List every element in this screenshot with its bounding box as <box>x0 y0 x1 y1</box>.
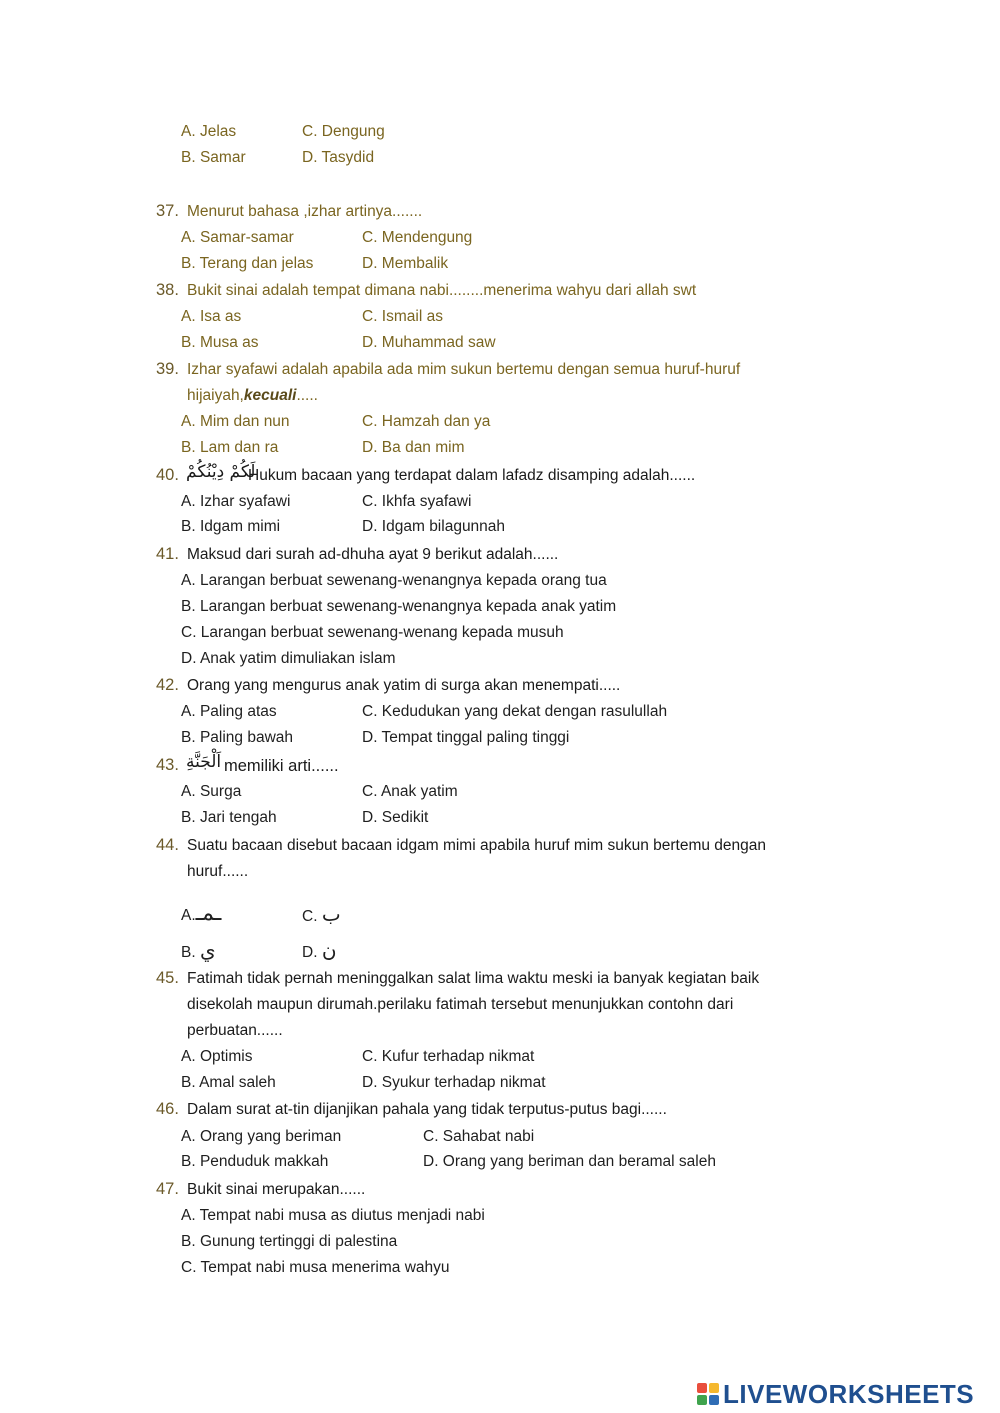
q39-option-c: C. Hamzah dan ya <box>362 413 491 430</box>
q44-text-line2: huruf...... <box>187 863 249 880</box>
q37-option-a: A. Samar-samar <box>181 229 294 246</box>
q44-text-line1: Suatu bacaan disebut bacaan idgam mimi apabila huruf mim sukun bertemu dengan <box>187 837 767 854</box>
q44-option-d-arabic: ن <box>321 938 337 962</box>
q36-option-c: C. Dengung <box>302 123 385 140</box>
q44-option-a-arabic: ـمـ <box>195 901 222 926</box>
q38-option-d: D. Muhammad saw <box>362 334 496 351</box>
q44-option-a <box>181 901 222 926</box>
q46-option-d: D. Orang yang beriman dan beramal saleh <box>423 1153 716 1170</box>
q44-option-d <box>302 940 337 963</box>
q43-option-a: A. Surga <box>181 783 242 800</box>
q46-option-b: B. Penduduk makkah <box>181 1153 329 1170</box>
q45-option-c: C. Kufur terhadap nikmat <box>362 1048 535 1065</box>
q42-number: 42. <box>156 676 179 694</box>
q45-option-b: B. Amal saleh <box>181 1074 276 1091</box>
q38-option-a: A. Isa as <box>181 308 242 325</box>
q39-number: 39. <box>156 360 179 378</box>
q45-option-d: D. Syukur terhadap nikmat <box>362 1074 546 1091</box>
q39-text-prefix: hijaiyah, <box>187 387 244 404</box>
q40-option-b: B. Idgam mimi <box>181 518 281 535</box>
q37-option-b: B. Terang dan jelas <box>181 255 314 272</box>
q45-text-line3: perbuatan...... <box>187 1022 283 1039</box>
q42-option-d: D. Tempat tinggal paling tinggi <box>362 729 570 746</box>
q42-option-a: A. Paling atas <box>181 703 277 720</box>
q43-option-b: B. Jari tengah <box>181 809 277 826</box>
q40-text: Hukum bacaan yang terdapat dalam lafadz disamping adalah...... <box>248 467 696 484</box>
q46-option-a: A. Orang yang beriman <box>181 1128 342 1145</box>
q41-number: 41. <box>156 545 179 563</box>
q47-option-b: B. Gunung tertinggi di palestina <box>181 1233 398 1250</box>
q37-option-d: D. Membalik <box>362 255 449 272</box>
q47-text: Bukit sinai merupakan...... <box>187 1181 366 1198</box>
q44-option-c-arabic: ب <box>321 902 341 926</box>
q38-option-b: B. Musa as <box>181 334 259 351</box>
q44-option-c <box>302 904 341 927</box>
q44-option-a-label: A. <box>181 907 196 924</box>
q45-text-line1: Fatimah tidak pernah meninggalkan salat lima waktu meski ia banyak kegiatan baik <box>187 970 760 987</box>
q44-option-b <box>181 940 216 963</box>
q45-number: 45. <box>156 969 179 987</box>
q39-emphasis: kecuali <box>243 387 297 404</box>
q41-text: Maksud dari surah ad-dhuha ayat 9 berikut adalah...... <box>187 546 559 563</box>
liveworksheets-logo[interactable] <box>697 1378 974 1410</box>
q39-option-a: A. Mim dan nun <box>181 413 290 430</box>
q40-arabic: لَكُمْ دِيْنُكُمْ <box>186 462 256 482</box>
q45-text-line2: disekolah maupun dirumah.perilaku fatimah tersebut menunjukkan contohn dari <box>187 996 734 1013</box>
liveworksheets-logo-text: LIVEWORKSHEETS <box>723 1378 975 1409</box>
q43-option-c: C. Anak yatim <box>362 783 458 800</box>
q44-option-b-arabic: ي <box>199 938 216 962</box>
q41-option-c: C. Larangan berbuat sewenang-wenang kepada musuh <box>181 624 564 641</box>
q38-option-c: C. Ismail as <box>362 308 443 325</box>
q41-option-b: B. Larangan berbuat sewenang-wenangnya kepada anak yatim <box>181 598 617 615</box>
q40-number: 40. <box>156 466 179 484</box>
q36-option-d: D. Tasydid <box>302 149 375 166</box>
q45-option-a: A. Optimis <box>181 1048 253 1065</box>
q42-text: Orang yang mengurus anak yatim di surga akan menempati..... <box>187 677 621 694</box>
q39-text-suffix: ..... <box>296 387 318 404</box>
q37-number: 37. <box>156 202 179 220</box>
q47-option-a: A. Tempat nabi musa as diutus menjadi nabi <box>181 1207 485 1224</box>
q44-number: 44. <box>156 836 179 854</box>
q44-option-d-label: D. <box>302 944 318 961</box>
q41-option-a: A. Larangan berbuat sewenang-wenangnya kepada orang tua <box>181 572 607 589</box>
q36-option-b: B. Samar <box>181 149 246 166</box>
q42-option-b: B. Paling bawah <box>181 729 294 746</box>
q44-option-c-label: C. <box>302 908 318 925</box>
q47-number: 47. <box>156 1180 179 1198</box>
q39-option-d: D. Ba dan mim <box>362 439 465 456</box>
q46-option-c: C. Sahabat nabi <box>423 1128 535 1145</box>
q39-text-line2 <box>187 386 318 406</box>
q39-text-line1: Izhar syafawi adalah apabila ada mim sukun bertemu dengan semua huruf-huruf <box>187 361 741 378</box>
q37-text: Menurut bahasa ,izhar artinya....... <box>187 203 423 220</box>
q43-text: memiliki arti...... <box>224 757 339 775</box>
liveworksheets-logo-icon <box>697 1383 719 1405</box>
q40-option-c: C. Ikhfa syafawi <box>362 493 472 510</box>
q43-arabic: اَلْجَنَّةِ <box>186 752 222 772</box>
q43-number: 43. <box>156 756 179 774</box>
q46-number: 46. <box>156 1100 179 1118</box>
q36-option-a: A. Jelas <box>181 123 237 140</box>
q46-text: Dalam surat at-tin dijanjikan pahala yang tidak terputus-putus bagi...... <box>187 1101 667 1118</box>
q47-option-c: C. Tempat nabi musa menerima wahyu <box>181 1259 450 1276</box>
q40-option-d: D. Idgam bilagunnah <box>362 518 506 535</box>
q44-option-b-label: B. <box>181 944 196 961</box>
q39-option-b: B. Lam dan ra <box>181 439 279 456</box>
q38-text: Bukit sinai adalah tempat dimana nabi........menerima wahyu dari allah swt <box>187 282 697 299</box>
q40-option-a: A. Izhar syafawi <box>181 493 291 510</box>
q37-option-c: C. Mendengung <box>362 229 473 246</box>
q42-option-c: C. Kedudukan yang dekat dengan rasulullah <box>362 703 668 720</box>
q43-option-d: D. Sedikit <box>362 809 429 826</box>
q41-option-d: D. Anak yatim dimuliakan islam <box>181 650 396 667</box>
q38-number: 38. <box>156 281 179 299</box>
